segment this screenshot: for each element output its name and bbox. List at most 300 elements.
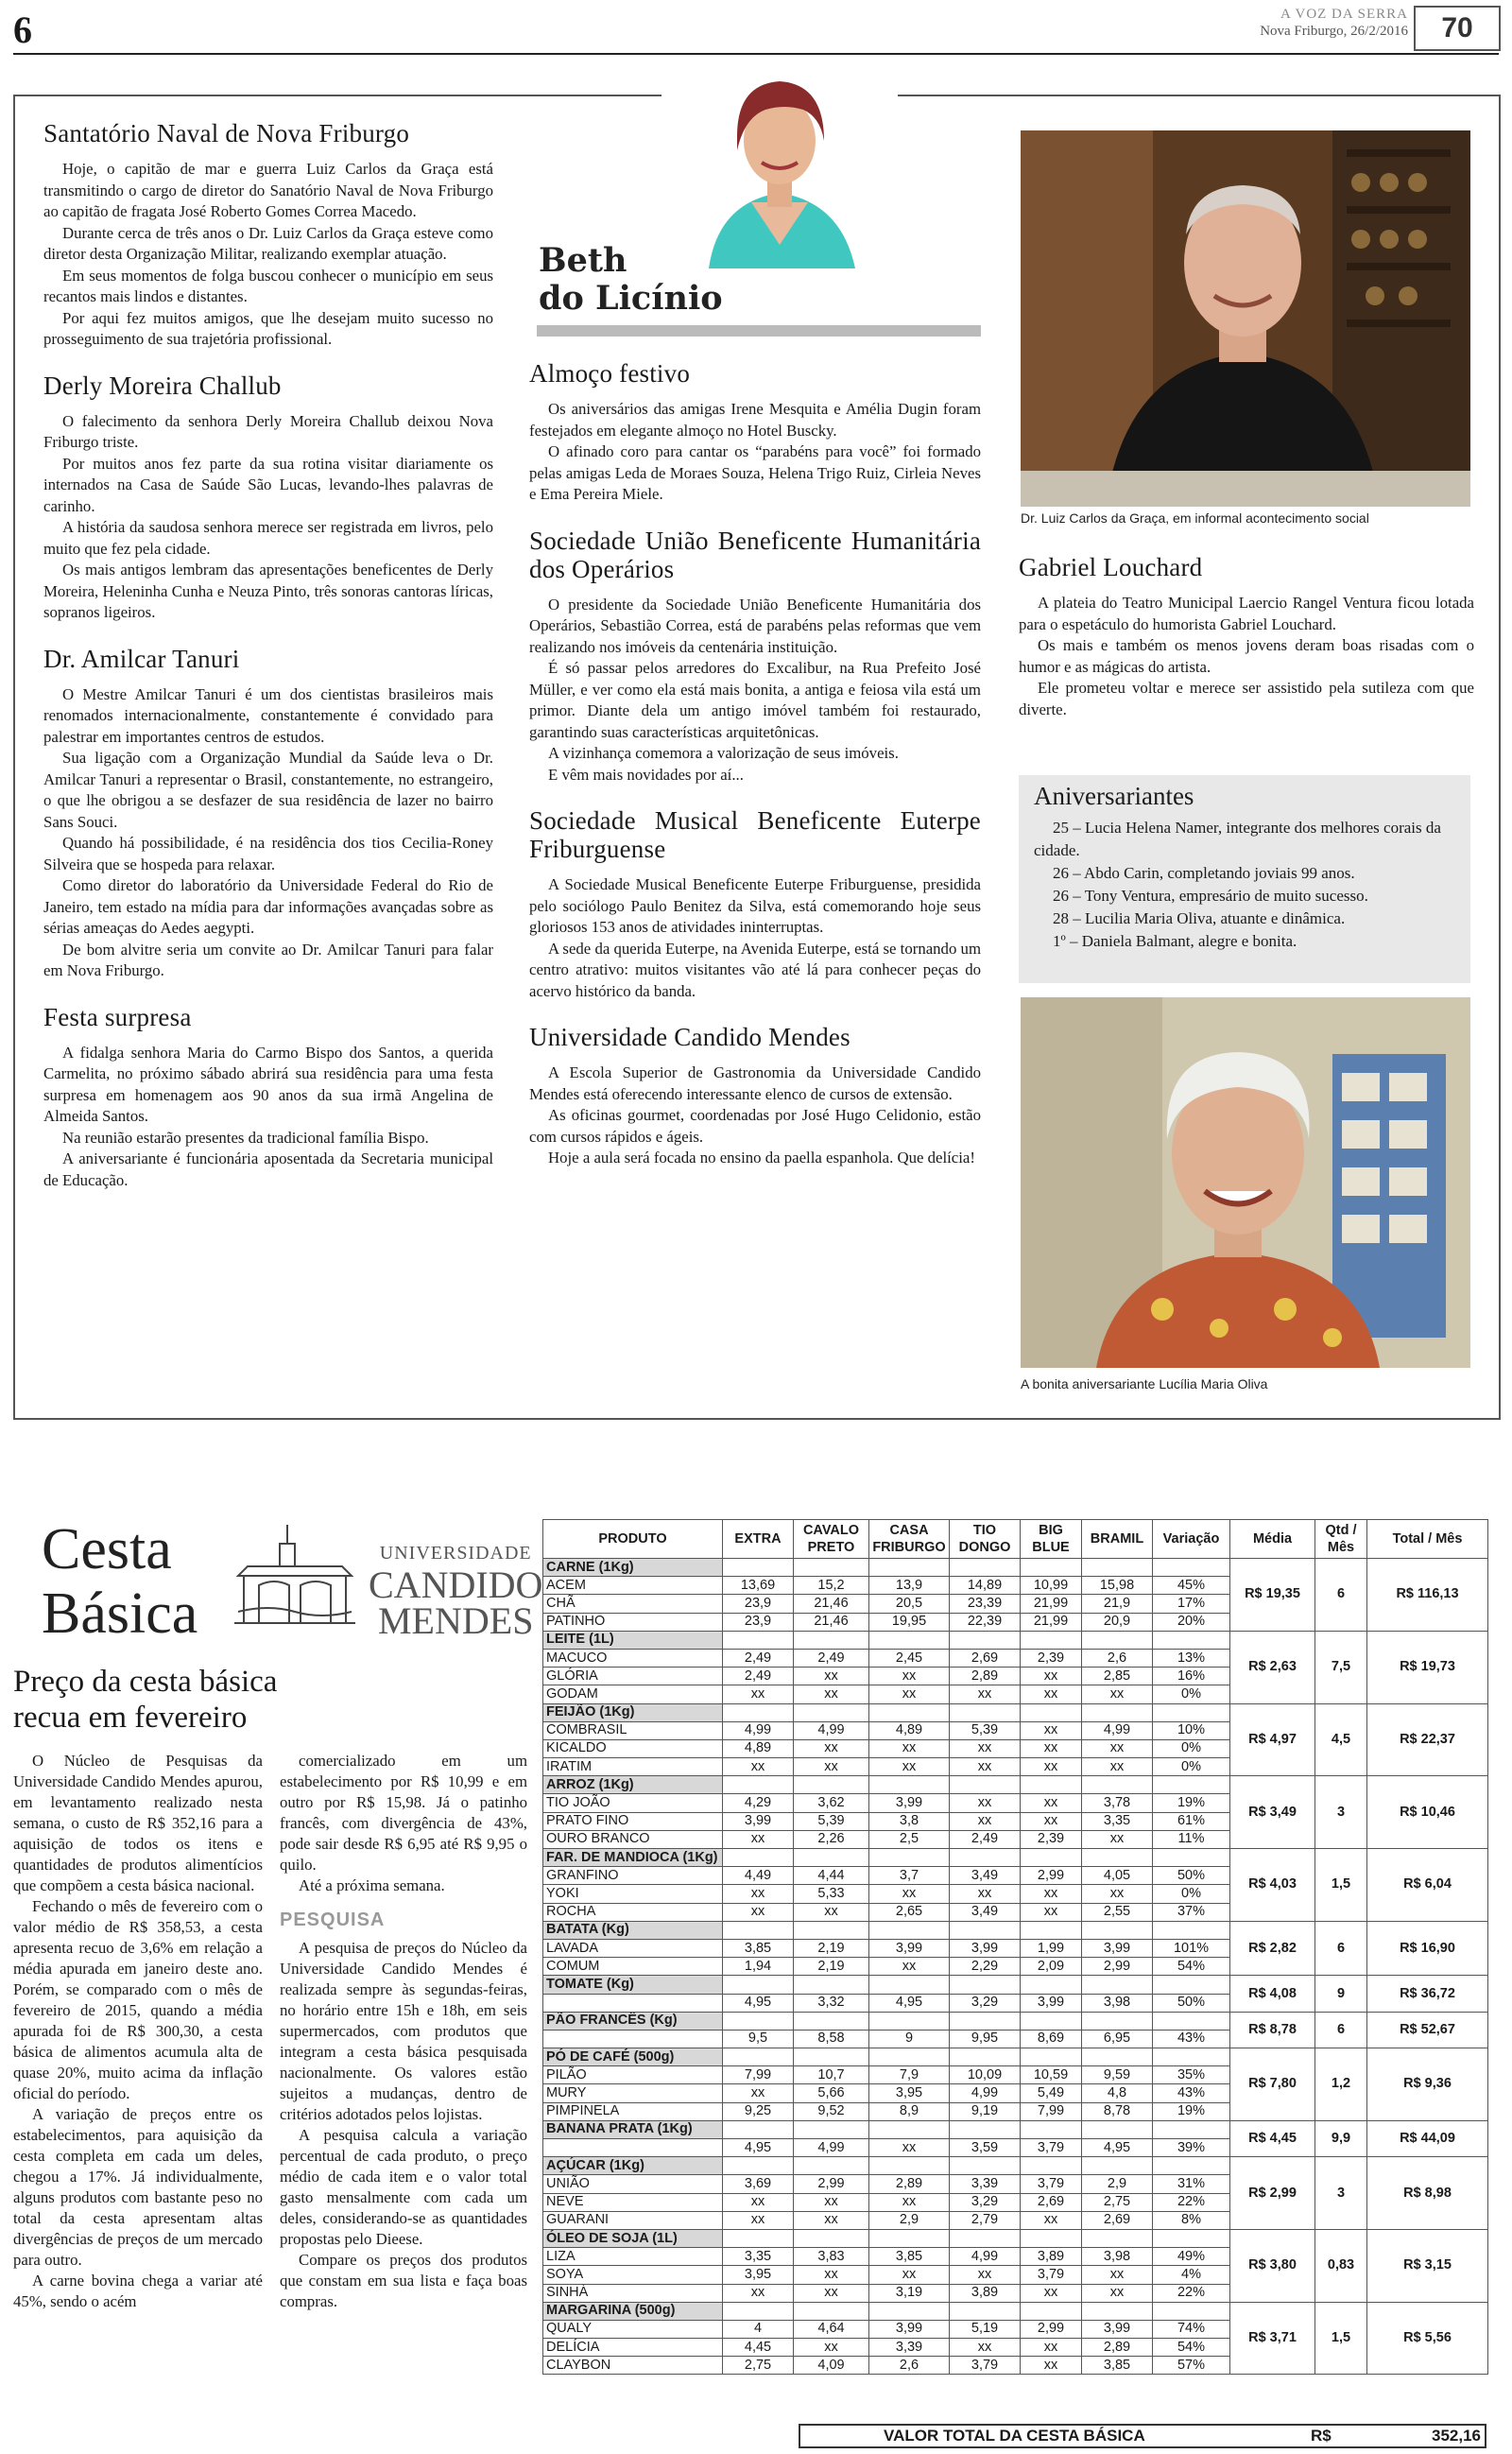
price-cell: xx	[794, 1685, 869, 1703]
group-total: R$ 8,98	[1367, 2157, 1488, 2230]
price-cell: 4,99	[794, 2139, 869, 2157]
price-cell: 4	[723, 2320, 794, 2338]
price-cell: xx	[1021, 2339, 1082, 2357]
price-cell: xx	[1082, 1739, 1153, 1757]
dateline: Nova Friburgo, 26/2/2016	[1260, 24, 1408, 39]
price-cell: 19,95	[869, 1613, 950, 1631]
price-cell: 10,99	[1021, 1577, 1082, 1595]
price-cell: 5,33	[794, 1885, 869, 1903]
group-media: R$ 7,80	[1230, 2048, 1315, 2121]
empty-cell	[1021, 2048, 1082, 2066]
price-cell: 2,99	[794, 2175, 869, 2193]
product-name: PILÃO	[543, 2066, 723, 2084]
section-amilcar	[43, 645, 493, 982]
category-label: PÃO FRANCÊS (Kg)	[543, 2012, 723, 2030]
columnist-name-line2: do Licínio	[539, 279, 723, 318]
category-label: FAR. DE MANDIOCA (1Kg)	[543, 1849, 723, 1867]
birthday-item: 1º – Daniela Balmant, alegre e bonita.	[1053, 932, 1297, 950]
price-cell: 2,45	[869, 1649, 950, 1667]
product-name: TIO JOÃO	[543, 1794, 723, 1812]
price-cell: 9,5	[723, 2030, 794, 2048]
column-header: Qtd / Mês	[1315, 1520, 1367, 1559]
column-header: Variação	[1153, 1520, 1230, 1559]
ucm-line2: CANDIDO	[369, 1564, 543, 1606]
product-name: SOYA	[543, 2266, 723, 2284]
price-cell: 9,52	[794, 2102, 869, 2120]
total-value: 352,16	[1432, 2427, 1481, 2445]
paragraph: A história da saudosa senhora merece ser registrada em livros, pelo muito que fez pela cidade.	[43, 518, 493, 558]
price-cell: xx	[794, 2193, 869, 2211]
product-name: GRANFINO	[543, 1867, 723, 1885]
price-cell: 3,29	[950, 2193, 1021, 2211]
price-cell: xx	[1021, 1758, 1082, 1776]
group-total: R$ 9,36	[1367, 2048, 1488, 2121]
birthday-item: 28 – Lucilia Maria Oliva, atuante e dinâmica.	[1053, 909, 1346, 927]
product-name: CHÃ	[543, 1595, 723, 1613]
paragraph: O afinado coro para cantar os “parabéns para você” foi formado pelas amigas Leda de Moraes Souza, Helena Trigo Ruiz, Cirleia Neves e Ema Pereira Miele.	[529, 442, 981, 503]
group-total: R$ 5,56	[1367, 2302, 1488, 2375]
price-cell: 3,8	[869, 1812, 950, 1830]
price-cell: xx	[794, 1903, 869, 1921]
empty-cell	[869, 2302, 950, 2320]
empty-cell	[1021, 1921, 1082, 1939]
price-cell: 2,65	[869, 1903, 950, 1921]
price-cell: xx	[723, 1830, 794, 1848]
price-cell: 4,95	[1082, 2139, 1153, 2157]
group-qtd: 6	[1315, 1559, 1367, 1632]
empty-cell	[1153, 1559, 1230, 1577]
price-cell: 54%	[1153, 2339, 1230, 2357]
price-cell: 11%	[1153, 1830, 1230, 1848]
empty-cell	[950, 1559, 1021, 1577]
empty-cell	[950, 1849, 1021, 1867]
category-row	[543, 2012, 1488, 2030]
paragraph: As oficinas gourmet, coordenadas por José Hugo Celidonio, estão com cursos rápidos e ágeis.	[529, 1106, 981, 1146]
empty-cell	[1153, 1631, 1230, 1649]
price-cell: 2,19	[794, 1939, 869, 1957]
price-cell: xx	[1021, 1685, 1082, 1703]
empty-cell	[1082, 2048, 1153, 2066]
empty-cell	[1021, 2120, 1082, 2138]
price-cell: xx	[723, 2193, 794, 2211]
group-total: R$ 19,73	[1367, 1631, 1488, 1703]
group-qtd: 3	[1315, 1776, 1367, 1849]
price-cell: 6,95	[1082, 2030, 1153, 2048]
price-cell: 2,49	[723, 1668, 794, 1685]
group-total: R$ 116,13	[1367, 1559, 1488, 1632]
empty-cell	[869, 2120, 950, 2138]
price-cell: xx	[869, 1758, 950, 1776]
section-sanatorio	[43, 119, 493, 351]
paragraph: A carne bovina chega a variar até 45%, sendo o acém	[13, 2272, 263, 2310]
empty-cell	[869, 2012, 950, 2030]
price-cell: xx	[723, 1758, 794, 1776]
price-cell: 2,39	[1021, 1649, 1082, 1667]
cesta-title-line1: Cesta	[42, 1517, 172, 1581]
price-cell: 2,9	[869, 2211, 950, 2229]
empty-cell	[950, 1776, 1021, 1794]
price-cell: xx	[950, 2339, 1021, 2357]
empty-cell	[794, 1776, 869, 1794]
column-3	[1019, 553, 1474, 741]
price-cell: 3,98	[1082, 2248, 1153, 2266]
price-cell: 2,99	[1082, 1958, 1153, 1976]
price-cell: xx	[723, 1903, 794, 1921]
price-cell: 21,46	[794, 1613, 869, 1631]
group-qtd: 3	[1315, 2157, 1367, 2230]
page-number: 6	[13, 9, 32, 51]
column-header: BIG BLUE	[1021, 1520, 1082, 1559]
paragraph: Compare os preços dos produtos que constam em sua lista e faça boas compras.	[280, 2251, 527, 2310]
category-row	[543, 2048, 1488, 2066]
empty-cell	[1021, 1849, 1082, 1867]
price-cell: 2,19	[794, 1958, 869, 1976]
paragraph: A plateia do Teatro Municipal Laercio Rangel Ventura ficou lotada para o espetáculo do humorista Gabriel Louchard.	[1019, 594, 1474, 633]
paragraph: comercializado em um estabelecimento por R$ 10,99 e em outro por R$ 15,98. Já o patinho francês, com divergência de 43%, pode sair desde R$ 6,95 até R$ 9,95 o quilo.	[280, 1752, 527, 1874]
product-name: ROCHA	[543, 1903, 723, 1921]
price-cell: 7,9	[869, 2066, 950, 2084]
product-name: GUARANI	[543, 2211, 723, 2229]
price-cell: 22%	[1153, 2193, 1230, 2211]
price-cell: 3,99	[1082, 2320, 1153, 2338]
column-header: CASA FRIBURGO	[869, 1520, 950, 1559]
price-cell: xx	[1021, 1885, 1082, 1903]
group-total: R$ 22,37	[1367, 1703, 1488, 1776]
price-cell: xx	[794, 2284, 869, 2302]
empty-cell	[1021, 1631, 1082, 1649]
empty-cell	[1082, 2302, 1153, 2320]
product-name: MACUCO	[543, 1649, 723, 1667]
category-label: PÓ DE CAFÉ (500g)	[543, 2048, 723, 2066]
price-cell: 4,99	[794, 1721, 869, 1739]
category-row	[543, 1703, 1488, 1721]
paragraph: Durante cerca de três anos o Dr. Luiz Carlos da Graça esteve como diretor desta Organização Militar, realizando exemplar atuação.	[43, 223, 493, 263]
category-label: BATATA (Kg)	[543, 1921, 723, 1939]
price-cell: 3,79	[950, 2357, 1021, 2375]
price-cell: xx	[869, 1668, 950, 1685]
price-cell: xx	[1082, 1685, 1153, 1703]
price-cell: 5,19	[950, 2320, 1021, 2338]
paragraph: O Núcleo de Pesquisas da Universidade Candido Mendes apurou, em levantamento realizado nesta semana, o custo de R$ 352,16 para a aquisição de todos os itens e quantidades de produtos alimentícios que compõem a cesta básica nacional.	[13, 1752, 263, 1894]
headline-line2: recua em fevereiro	[13, 1701, 248, 1735]
price-cell: xx	[1021, 1903, 1082, 1921]
cesta-text-col2	[280, 1751, 527, 2312]
group-media: R$ 4,08	[1230, 1976, 1315, 2012]
price-cell: 4,64	[794, 2320, 869, 2338]
price-cell: xx	[723, 1685, 794, 1703]
product-name: SINHÁ	[543, 2284, 723, 2302]
price-cell: 3,59	[950, 2139, 1021, 2157]
empty-cell	[1082, 2157, 1153, 2175]
price-cell: 3,78	[1082, 1794, 1153, 1812]
empty-cell	[1153, 2120, 1230, 2138]
paragraph: A fidalga senhora Maria do Carmo Bispo dos Santos, a querida Carmelita, no próximo sábado abrirá sua residência para uma festa surpresa em homenagem aos 90 anos da sua irmã Angelina de Almeida Santos.	[43, 1043, 493, 1125]
price-cell: 35%	[1153, 2066, 1230, 2084]
price-cell: xx	[869, 2266, 950, 2284]
price-cell: 2,26	[794, 1830, 869, 1848]
price-cell: 2,49	[794, 1649, 869, 1667]
price-cell: 4,95	[723, 2139, 794, 2157]
category-label: LEITE (1L)	[543, 1631, 723, 1649]
price-cell: 2,89	[950, 1668, 1021, 1685]
price-cell: 3,49	[950, 1867, 1021, 1885]
empty-cell	[1082, 1776, 1153, 1794]
price-cell: 2,09	[1021, 1958, 1082, 1976]
price-cell: xx	[869, 1958, 950, 1976]
price-cell: 13,69	[723, 1577, 794, 1595]
paragraph: Fechando o mês de fevereiro com o valor médio de R$ 358,53, a cesta apresenta recuo de 3,6% em relação a média apurada em janeiro deste ano. Porém, se comparado com o mês de fevereiro de 2015, quando a média apurada foi de R$ 300,30, a cesta básica de alimentos acumula alta de quase 20%, muito acima da inflação oficial do período.	[13, 1897, 263, 2102]
price-cell: 23,39	[950, 1595, 1021, 1613]
price-cell: xx	[950, 1812, 1021, 1830]
section-louchard	[1019, 553, 1474, 720]
price-cell: xx	[1021, 1812, 1082, 1830]
product-name: LIZA	[543, 2248, 723, 2266]
price-cell: 8,78	[1082, 2102, 1153, 2120]
product-name	[543, 2030, 723, 2048]
empty-cell	[1153, 1976, 1230, 1994]
column-2	[529, 359, 981, 1190]
group-qtd: 9	[1315, 1976, 1367, 2012]
price-cell: 3,32	[794, 1994, 869, 2012]
price-cell: xx	[794, 1739, 869, 1757]
empty-cell	[869, 1849, 950, 1867]
price-cell: 3,7	[869, 1867, 950, 1885]
paragraph: A pesquisa de preços do Núcleo da Universidade Candido Mendes é realizada sempre às segundas-feiras, no horário entre 15h e 18h, em seis supermercados, com produtos que integram a cesta básica pesquisada nacionalmente. Os valores estão sujeitos a mudanças, dentro de critérios adotados pelos lojistas.	[280, 1939, 527, 2123]
section-festa	[43, 1003, 493, 1192]
empty-cell	[723, 2012, 794, 2030]
empty-cell	[1153, 1849, 1230, 1867]
price-cell: 10,09	[950, 2066, 1021, 2084]
price-cell: xx	[950, 2266, 1021, 2284]
group-media: R$ 2,82	[1230, 1921, 1315, 1976]
price-cell: 23,9	[723, 1595, 794, 1613]
price-cell: 2,89	[869, 2175, 950, 2193]
category-label: CARNE (1Kg)	[543, 1559, 723, 1577]
empty-cell	[1082, 1849, 1153, 1867]
price-cell: 9,25	[723, 2102, 794, 2120]
price-cell: xx	[794, 2339, 869, 2357]
column-header: EXTRA	[723, 1520, 794, 1559]
price-cell: xx	[1082, 1830, 1153, 1848]
price-cell: 4,95	[869, 1994, 950, 2012]
category-row	[543, 2157, 1488, 2175]
price-cell: 2,49	[723, 1649, 794, 1667]
price-cell: 15,98	[1082, 1577, 1153, 1595]
cesta-title	[42, 1517, 198, 1646]
columnist-name-line1: Beth	[539, 241, 627, 280]
price-cell: 3,62	[794, 1794, 869, 1812]
empty-cell	[794, 1921, 869, 1939]
product-name: MURY	[543, 2084, 723, 2102]
product-name	[543, 2139, 723, 2157]
section-title: Gabriel Louchard	[1019, 553, 1203, 581]
product-name: PRATO FINO	[543, 1812, 723, 1830]
column-header: CAVALO PRETO	[794, 1520, 869, 1559]
empty-cell	[1082, 1703, 1153, 1721]
product-name: COMBRASIL	[543, 1721, 723, 1739]
empty-cell	[1082, 1631, 1153, 1649]
cesta-headline	[13, 1664, 277, 1736]
price-cell: xx	[723, 1885, 794, 1903]
price-cell: 19%	[1153, 2102, 1230, 2120]
group-total: R$ 6,04	[1367, 1849, 1488, 1922]
category-label: AÇÚCAR (1Kg)	[543, 2157, 723, 2175]
product-name: IRATIM	[543, 1758, 723, 1776]
group-media: R$ 3,71	[1230, 2302, 1315, 2375]
anniversary-logo: 70	[1414, 6, 1501, 51]
price-cell: 10%	[1153, 1721, 1230, 1739]
price-cell: 31%	[1153, 2175, 1230, 2193]
price-cell: 0%	[1153, 1739, 1230, 1757]
category-row	[543, 1631, 1488, 1649]
empty-cell	[869, 2157, 950, 2175]
price-cell: 3,99	[950, 1939, 1021, 1957]
ucm-line1: UNIVERSIDADE	[379, 1543, 532, 1564]
price-cell: 20%	[1153, 1613, 1230, 1631]
price-cell: 13,9	[869, 1577, 950, 1595]
price-cell: 21,9	[1082, 1595, 1153, 1613]
price-cell: 3,85	[869, 2248, 950, 2266]
paragraph: Hoje, o capitão de mar e guerra Luiz Carlos da Graça está transmitindo o cargo de diretor do Sanatório Naval de Nova Friburgo ao capitão de fragata José Roberto Gomes Correa Macedo.	[43, 160, 493, 220]
price-cell: 8,58	[794, 2030, 869, 2048]
price-cell: 21,46	[794, 1595, 869, 1613]
price-cell: xx	[794, 1668, 869, 1685]
price-cell: 4,89	[723, 1739, 794, 1757]
price-cell: 5,49	[1021, 2084, 1082, 2102]
price-cell: 0%	[1153, 1685, 1230, 1703]
price-cell: 3,99	[869, 1794, 950, 1812]
paragraph: É só passar pelos arredores do Excalibur, na Rua Prefeito José Müller, e ver como ela está mais bonita, a antiga e feiosa vila está um primor. Diante dela um antigo imóvel também foi restaurado, garantindo suas características arquitetônicas.	[529, 659, 981, 741]
empty-cell	[1021, 1976, 1082, 1994]
price-cell: 3,35	[1082, 1812, 1153, 1830]
empty-cell	[950, 2012, 1021, 2030]
category-row	[543, 1559, 1488, 1577]
empty-cell	[1082, 1921, 1153, 1939]
product-name: COMUM	[543, 1958, 723, 1976]
paragraph: A Sociedade Musical Beneficente Euterpe Friburguense, presidida pelo sociólogo Paulo Benitez da Silva, está comemorando hoje seus gloriosos 153 anos de atividades ininterruptas.	[529, 875, 981, 936]
newspaper-name: A VOZ DA SERRA	[1280, 7, 1408, 22]
price-cell: 2,75	[1082, 2193, 1153, 2211]
price-cell: 2,69	[1021, 2193, 1082, 2211]
empty-cell	[950, 2229, 1021, 2247]
price-cell: 10,59	[1021, 2066, 1082, 2084]
birthday-item: 26 – Tony Ventura, empresário de muito sucesso.	[1053, 887, 1368, 905]
price-cell: xx	[950, 1758, 1021, 1776]
price-cell: 3,99	[1082, 1939, 1153, 1957]
birthday-item: 25 – Lucia Helena Namer, integrante dos melhores corais da cidade.	[1034, 819, 1441, 859]
paragraph: O Mestre Amilcar Tanuri é um dos cientistas brasileiros mais renomados internacionalmente, constantemente é convidado para palestrar em importantes centros de estudos.	[43, 684, 493, 746]
category-label: BANANA PRATA (1Kg)	[543, 2120, 723, 2138]
section-sociedade-uniao	[529, 527, 981, 786]
empty-cell	[1153, 2157, 1230, 2175]
group-total: R$ 10,46	[1367, 1776, 1488, 1849]
product-name: ACEM	[543, 1577, 723, 1595]
price-cell: xx	[950, 1794, 1021, 1812]
group-qtd: 1,5	[1315, 1849, 1367, 1922]
section-title: Sociedade Musical Beneficente Euterpe Friburguense	[529, 806, 981, 863]
price-cell: 3,83	[794, 2248, 869, 2266]
price-cell: 3,99	[869, 2320, 950, 2338]
product-name: CLAYBON	[543, 2357, 723, 2375]
price-cell: 50%	[1153, 1867, 1230, 1885]
price-cell: 4,05	[1082, 1867, 1153, 1885]
price-cell: xx	[869, 2193, 950, 2211]
price-cell: 2,85	[1082, 1668, 1153, 1685]
price-cell: 3,85	[1082, 2357, 1153, 2375]
empty-cell	[950, 1631, 1021, 1649]
price-cell: 4,99	[723, 1721, 794, 1739]
price-cell: 3,49	[950, 1903, 1021, 1921]
cesta-text-col1	[13, 1751, 263, 2312]
price-cell: xx	[1021, 2357, 1082, 2375]
empty-cell	[794, 2120, 869, 2138]
price-cell: 4,45	[723, 2339, 794, 2357]
group-total: R$ 3,15	[1367, 2229, 1488, 2302]
price-cell: 3,95	[723, 2266, 794, 2284]
price-cell: xx	[794, 1758, 869, 1776]
empty-cell	[1021, 2012, 1082, 2030]
total-currency: R$	[1311, 2427, 1332, 2445]
price-cell: xx	[1082, 1885, 1153, 1903]
price-cell: xx	[950, 1685, 1021, 1703]
group-media: R$ 2,99	[1230, 2157, 1315, 2230]
price-cell: 3,79	[1021, 2139, 1082, 2157]
empty-cell	[723, 1703, 794, 1721]
price-cell: xx	[1021, 2284, 1082, 2302]
column-1	[43, 119, 493, 1212]
price-cell: 3,29	[950, 1994, 1021, 2012]
birthday-item: 26 – Abdo Carin, completando joviais 99 anos.	[1053, 864, 1355, 882]
price-cell: xx	[869, 1685, 950, 1703]
price-cell: 9,59	[1082, 2066, 1153, 2084]
group-media: R$ 4,45	[1230, 2120, 1315, 2156]
price-cell: 3,99	[1021, 1994, 1082, 2012]
price-cell: 4,44	[794, 1867, 869, 1885]
empty-cell	[869, 1776, 950, 1794]
price-cell: xx	[1021, 2211, 1082, 2229]
header-rule	[13, 53, 1499, 55]
group-total: R$ 44,09	[1367, 2120, 1488, 2156]
price-cell: 9,95	[950, 2030, 1021, 2048]
empty-cell	[1153, 1703, 1230, 1721]
price-cell: 4,99	[950, 2084, 1021, 2102]
empty-cell	[950, 1976, 1021, 1994]
price-cell: 3,19	[869, 2284, 950, 2302]
price-cell: 2,79	[950, 2211, 1021, 2229]
price-table	[542, 1519, 1488, 2375]
price-cell: 3,39	[869, 2339, 950, 2357]
category-label: MARGARINA (500g)	[543, 2302, 723, 2320]
price-cell: 50%	[1153, 1994, 1230, 2012]
empty-cell	[723, 2048, 794, 2066]
price-cell: 15,2	[794, 1577, 869, 1595]
price-cell: 5,66	[794, 2084, 869, 2102]
empty-cell	[869, 1631, 950, 1649]
price-cell: 3,95	[869, 2084, 950, 2102]
group-media: R$ 8,78	[1230, 2012, 1315, 2048]
empty-cell	[1082, 2012, 1153, 2030]
photo-caption: Dr. Luiz Carlos da Graça, em informal acontecimento social	[1021, 510, 1369, 526]
price-cell: 3,79	[1021, 2175, 1082, 2193]
price-cell: 5,39	[950, 1721, 1021, 1739]
section-almoco	[529, 359, 981, 506]
empty-cell	[869, 1703, 950, 1721]
column-header: Total / Mês	[1367, 1520, 1488, 1559]
empty-cell	[869, 1921, 950, 1939]
price-cell: 2,6	[1082, 1649, 1153, 1667]
empty-cell	[794, 2302, 869, 2320]
price-cell: 22%	[1153, 2284, 1230, 2302]
